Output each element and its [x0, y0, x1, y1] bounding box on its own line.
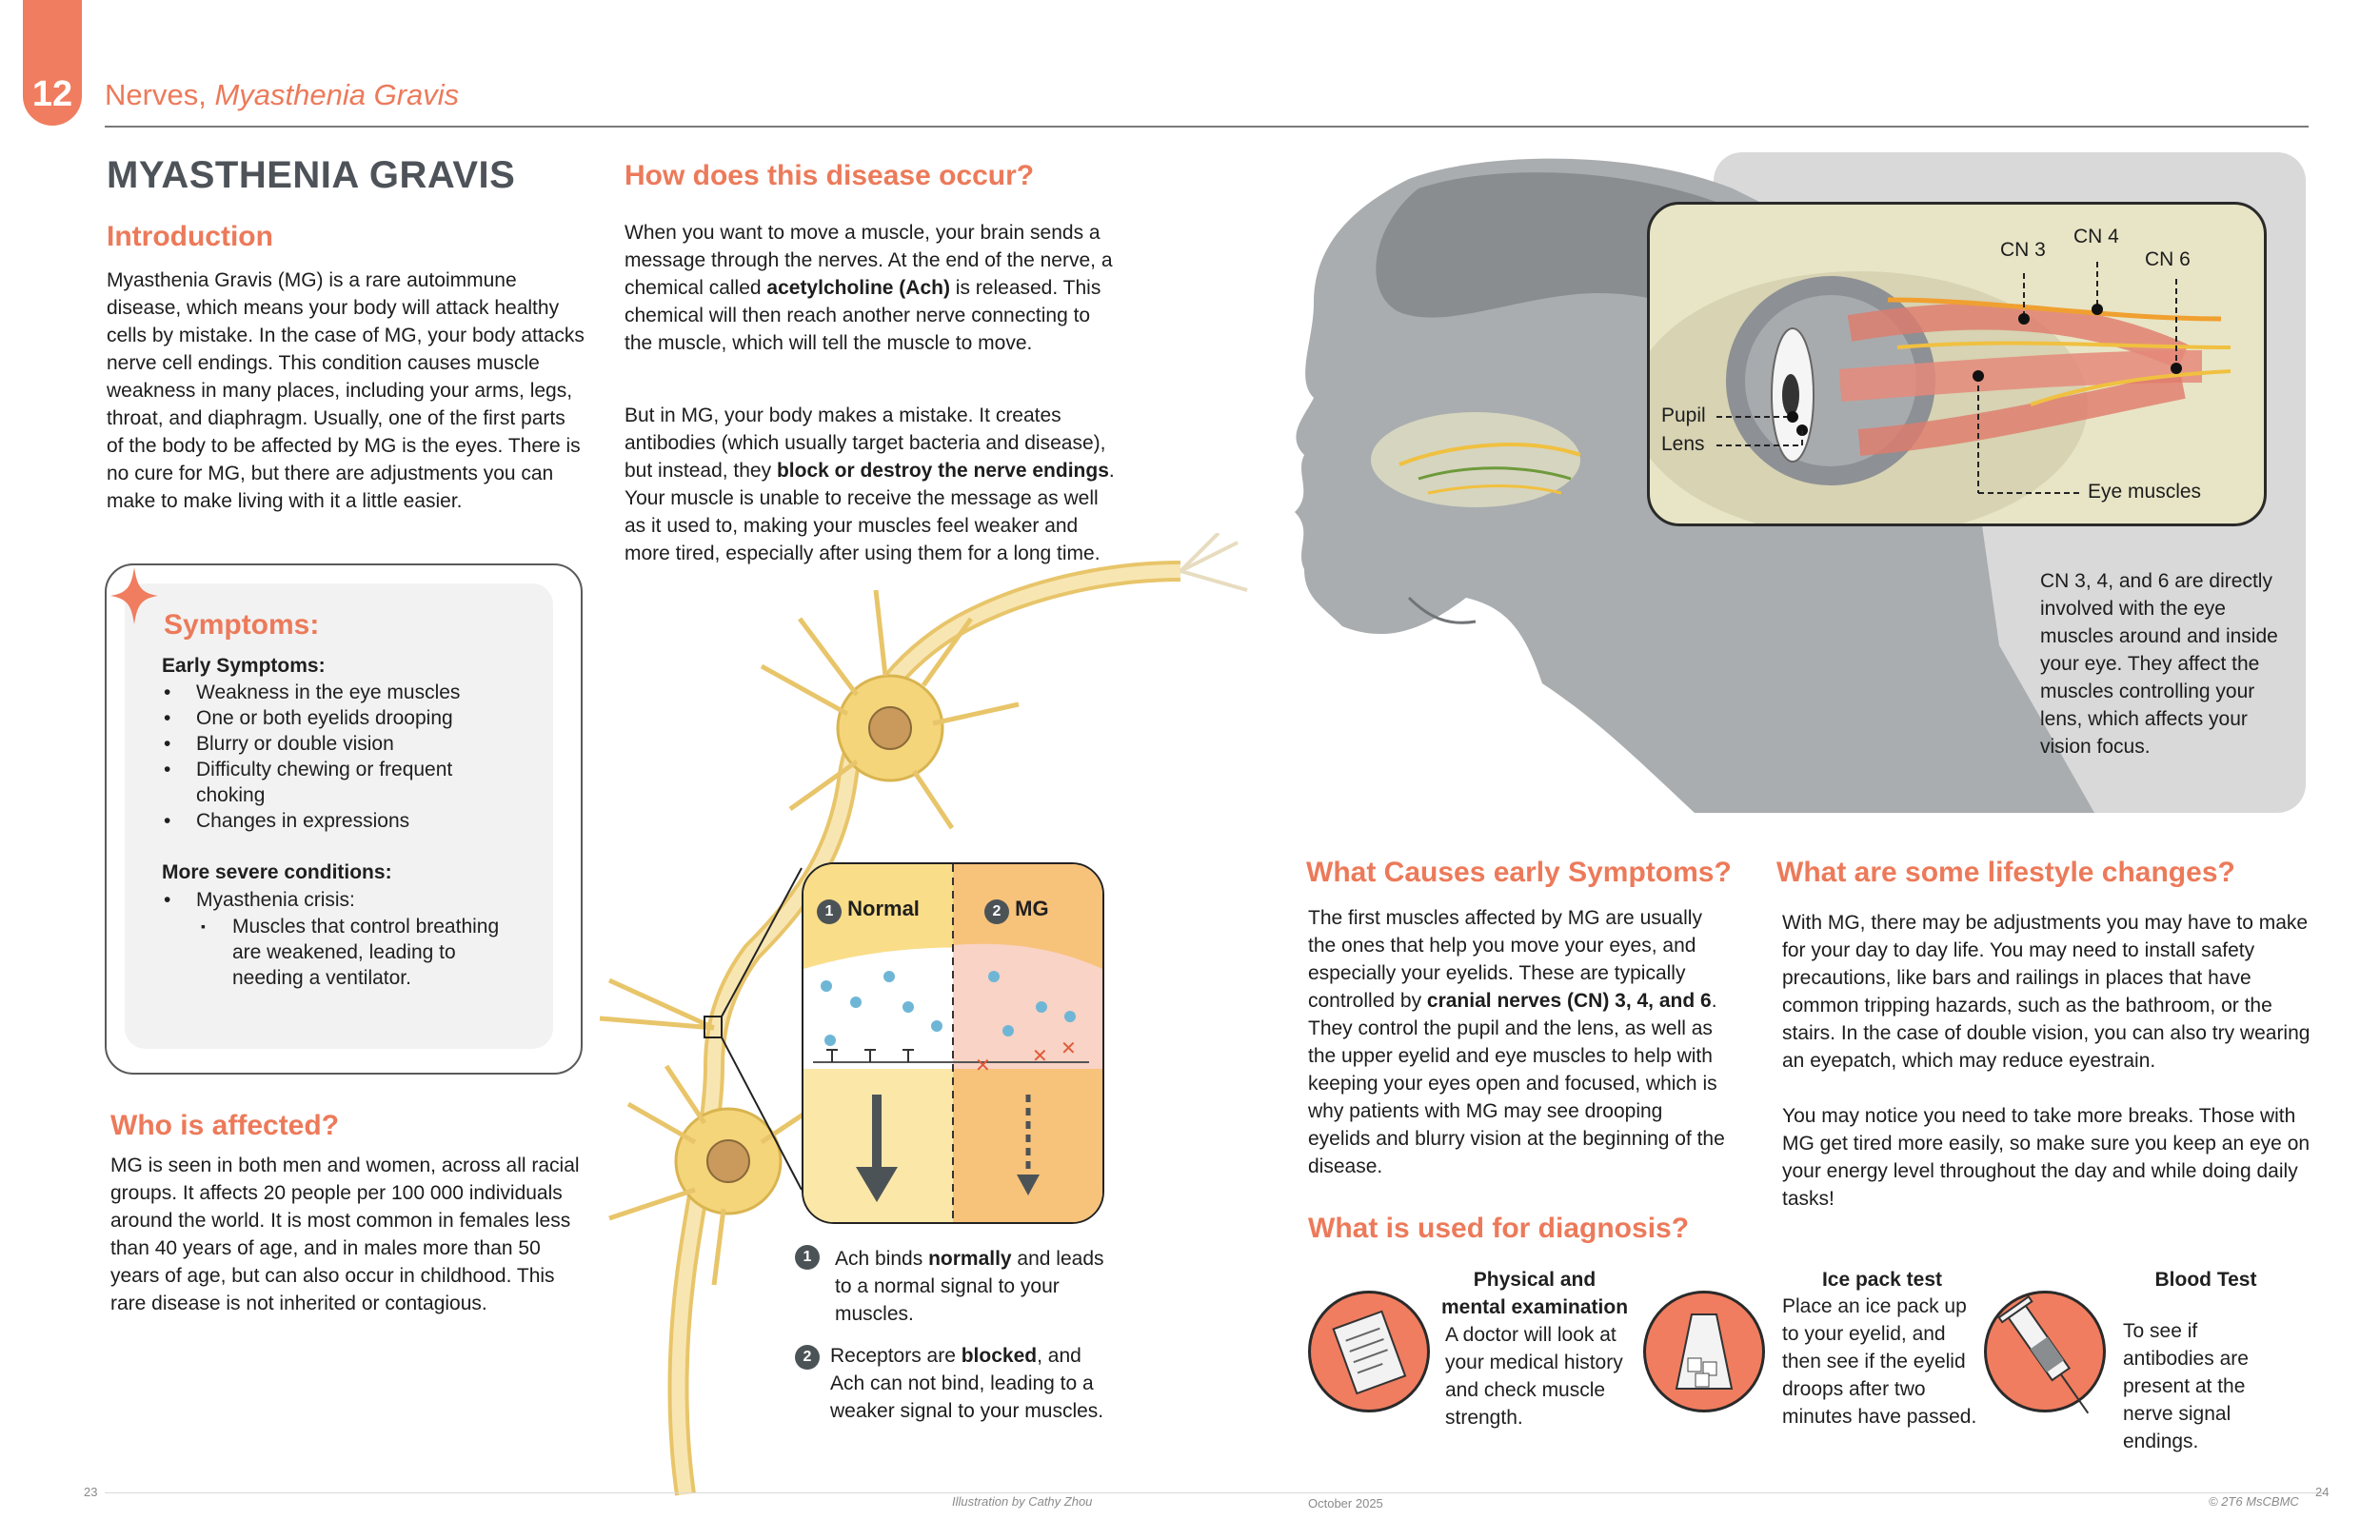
svg-text:✕: ✕	[1061, 1038, 1077, 1059]
lifestyle-heading: What are some lifestyle changes?	[1776, 857, 2235, 888]
occur-heading: How does this disease occur?	[625, 160, 1035, 191]
running-header-topic: Myasthenia Gravis	[214, 78, 460, 111]
affected-heading: Who is affected?	[110, 1110, 340, 1141]
note1-b: normally	[928, 1248, 1012, 1270]
note1-c: and leads to a normal signal to your muscles.	[835, 1248, 1104, 1325]
footer-date: October 2025	[1308, 1496, 1383, 1510]
label-cn3: CN 3	[2000, 239, 2046, 261]
footer-copyright: © 2T6 MsCBMC	[2209, 1494, 2299, 1509]
occur-p1-b: acetylcholine (Ach)	[766, 277, 950, 299]
diagnosis-title-ice: Ice pack test	[1821, 1269, 1943, 1291]
occur-p2-b: block or destroy the nerve endings	[776, 460, 1109, 482]
note-2-marker	[795, 1345, 820, 1370]
synapse-diagram	[802, 862, 1104, 1224]
early-symptoms-list	[162, 680, 524, 834]
label-eye-muscles: Eye muscles	[2088, 481, 2202, 503]
intro-heading: Introduction	[107, 221, 273, 252]
clipboard-icon	[1308, 1291, 1430, 1412]
note1-a: Ach binds	[835, 1248, 929, 1270]
note2-b: blocked	[961, 1345, 1038, 1367]
header-rule	[105, 126, 2309, 128]
synapse-label-mg	[984, 897, 1049, 924]
eye-anatomy-inset	[1647, 202, 2267, 526]
lifestyle-paragraph-2: You may notice you need to take more breaks. Those with MG get tired more easily, so make sure you keep an eye on your energy level throughout the day and while doing daily tasks!	[1782, 1105, 2311, 1210]
occur-p1-a: When you want to move a muscle, your brain sends a message through the nerves. At the end of the nerve, a chemical called	[625, 222, 1113, 299]
causes-a: The first muscles affected by MG are usually the ones that help you move your eyes, and especially your eyelids. These are typically controlled by	[1308, 907, 1702, 1012]
clipboard-drawing	[1311, 1293, 1427, 1410]
early-symptoms-heading: Early Symptoms:	[162, 655, 326, 677]
diagnosis-title-blood: Blood Test	[2154, 1269, 2257, 1291]
list-item: • Myasthenia crisis:	[162, 887, 524, 913]
synapse-label-normal	[817, 897, 920, 924]
causes-body	[1308, 904, 1727, 1180]
diagnosis-body-ice: Place an ice pack up to your eyelid, and then see if the eyelid droops after two minutes have passed.	[1782, 1295, 1977, 1428]
list-item: • Changes in expressions	[162, 808, 524, 834]
diagnosis-title-exam: Physical and mental examination	[1440, 1269, 1629, 1318]
list-item: ▪ Muscles that control breathing are weakened, leading to needing a ventilator.	[197, 914, 521, 991]
list-item: • One or both eyelids drooping	[162, 705, 524, 731]
syringe-icon	[1984, 1291, 2106, 1412]
ice-pack-icon	[1643, 1291, 1765, 1412]
synapse-label-normal-text: Normal	[847, 897, 920, 920]
page-tab-number: 12	[31, 74, 73, 114]
list-item: • Weakness in the eye muscles	[162, 680, 524, 705]
svg-text:✕: ✕	[1032, 1046, 1048, 1067]
running-header	[105, 78, 459, 112]
footer-rule	[105, 1492, 2323, 1493]
page-number-right: 24	[2315, 1485, 2330, 1499]
occur-p2-c: . Your muscle is unable to receive the message as well as it used to, making your muscles feel weaker and more tired, especially after using them for a long time.	[625, 460, 1115, 564]
note-1-marker	[795, 1245, 820, 1270]
causes-c: . They control the pupil and the lens, as well as the upper eyelid and eye muscles to help with keeping your eyes open and focused, which is why patients with MG may see drooping eyelids and blurry vision at the beginning of the disease.	[1308, 990, 1725, 1177]
sparkle-icon	[110, 567, 158, 624]
note2-c: , and Ach can not bind, leading to a weaker signal to your muscles.	[830, 1345, 1104, 1422]
marker-2-icon: 2	[795, 1345, 820, 1370]
note2-a: Receptors are	[830, 1345, 962, 1367]
diagnosis-body-blood: To see if antibodies are present at the nerve signal endings.	[2123, 1320, 2249, 1452]
marker-1-icon: 1	[817, 899, 842, 924]
label-pupil: Pupil	[1661, 405, 1706, 426]
severe-sub-list	[197, 914, 521, 991]
label-cn4: CN 4	[2073, 226, 2119, 247]
page-title: MYASTHENIA GRAVIS	[107, 154, 516, 196]
diagnosis-heading: What is used for diagnosis?	[1308, 1213, 1690, 1244]
synapse-label-mg-text: MG	[1015, 897, 1049, 920]
label-cn6: CN 6	[2145, 248, 2191, 270]
causes-b: cranial nerves (CN) 3, 4, and 6	[1426, 990, 1712, 1012]
svg-text:✕: ✕	[975, 1056, 991, 1076]
synapse-note-normal	[835, 1245, 1111, 1328]
eye-caption: CN 3, 4, and 6 are directly involved with the eye muscles around and inside your eye. They affect the muscles controlling your lens, which affects your vision focus.	[2040, 570, 2278, 758]
affected-body: MG is seen in both men and women, across all racial groups. It affects 20 people per 100 000 individuals around the world. It is most common in females less than 40 years of age, and in males more than 50 years of age, but can also occur in childhood. This rare disease is not inherited or contagious.	[110, 1155, 580, 1314]
label-lens: Lens	[1661, 433, 1705, 455]
occur-p2-a: But in MG, your body makes a mistake. It creates antibodies (which usually target bacteria and disease), but instead, they	[625, 405, 1106, 482]
synapse-note-mg	[830, 1342, 1116, 1425]
lifestyle-paragraph-1: With MG, there may be adjustments you may have to make for your day to day life. You may need to install safety precautions, like bars and railings in places that have common tripping hazards, such as the bathroom, or the stairs. In the case of double vision, you can also try wearing an eyepatch, which may reduce eyestrain.	[1782, 912, 2311, 1072]
running-header-section: Nerves,	[105, 78, 207, 111]
list-item: • Blurry or double vision	[162, 731, 524, 757]
severe-conditions-heading: More severe conditions:	[162, 861, 392, 883]
causes-heading: What Causes early Symptoms?	[1306, 857, 1732, 888]
occur-p1-c: is released. This chemical will then reach another nerve connecting to the muscle, which will tell the muscle to move.	[625, 277, 1101, 354]
severe-conditions-list	[162, 887, 524, 913]
occur-paragraph-2	[625, 402, 1120, 567]
intro-body: Myasthenia Gravis (MG) is a rare autoimmune disease, which means your body will attack healthy cells by mistake. In the case of MG, your body attacks nerve cell endings. This condition causes muscle weakness in many places, including your arms, legs, throat, and diaphragm. Usually, one of the first parts of the body to be affected by MG is the eyes. There is no cure for MG, but there are adjustments you can make to make living with it a little easier.	[107, 269, 585, 512]
syringe-drawing	[1987, 1293, 2103, 1410]
ice-pack-drawing	[1646, 1293, 1762, 1410]
page-number-left: 23	[84, 1485, 98, 1499]
diagnosis-body-exam: A doctor will look at your medical history and check muscle strength.	[1445, 1324, 1623, 1429]
illustration-credit: Illustration by Cathy Zhou	[952, 1494, 1093, 1509]
marker-2-icon: 2	[984, 899, 1009, 924]
marker-1-icon: 1	[795, 1245, 820, 1270]
list-item: • Difficulty chewing or frequent choking	[162, 757, 524, 808]
symptoms-heading: Symptoms:	[164, 609, 320, 641]
occur-paragraph-1	[625, 219, 1120, 357]
